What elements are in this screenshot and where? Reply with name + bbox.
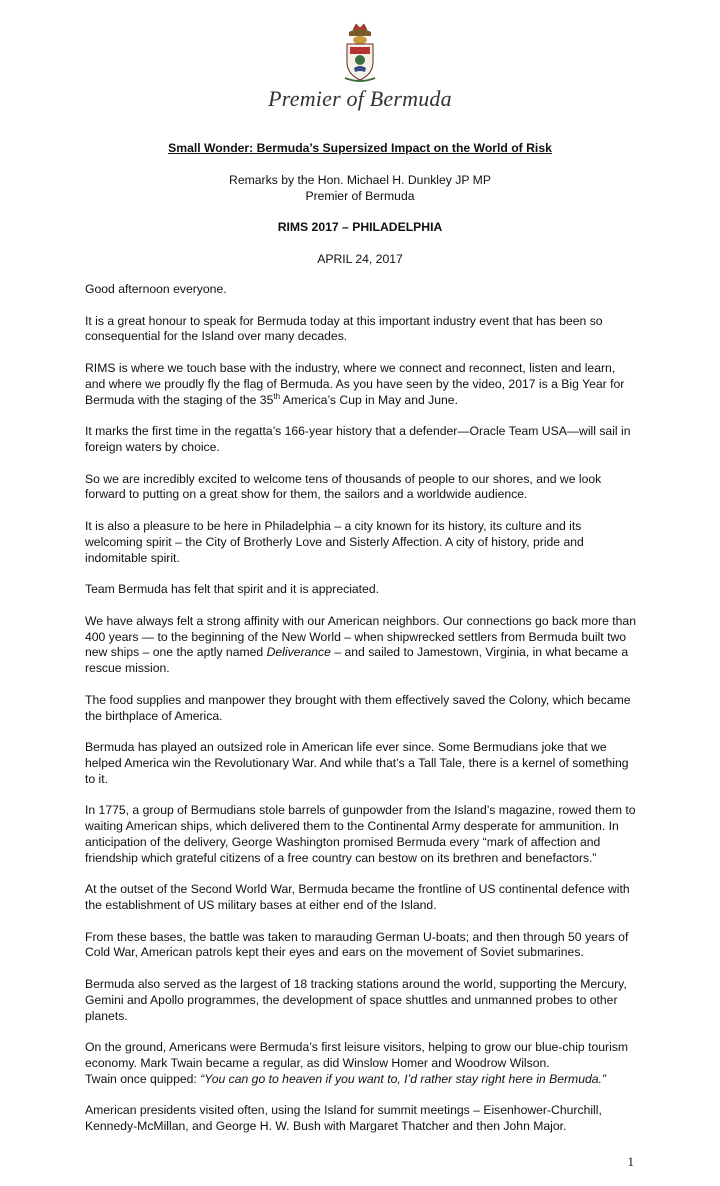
- paragraph: American presidents visited often, using the Island for summit meetings – Eisenhower-Churchill, Kennedy-McMillan, and George H. W. Bush with Margaret Thatcher and then John Major.: [85, 1103, 602, 1134]
- speaker-line: [0, 172, 720, 204]
- page-number: 1: [627, 1154, 634, 1169]
- paragraph: So we are incredibly excited to welcome tens of thousands of people to our shores, and we look forward to putting on a great show for them, the sailors and a worldwide audience.: [85, 471, 602, 502]
- ordinal-suffix: th: [273, 391, 281, 401]
- paragraph: RIMS is where we touch base with the industry, where we connect and reconnect, listen and learn, and where we proudly fly the flag of Bermuda. As you have seen by the video, 2017 is a Big Year for Bermuda with the staging of the 35th America’s Cup in May and June.: [85, 360, 625, 407]
- paragraph: Bermuda has played an outsized role in American life ever since. Some Bermudians joke that we helped America win the Revolutionary War. And while that’s a Tall Tale, there is a kernel of something to it.: [85, 740, 629, 786]
- paragraph: It is a great honour to speak for Bermuda today at this important industry event that has been so consequential for the Island over many decades.: [85, 313, 603, 344]
- paragraph: We have always felt a strong affinity with our American neighbors. Our connections go back more than 400 years — to the beginning of the New World – when shipwrecked settlers from Bermuda built two new ships – one the aptly named Deliverance – and sailed to Jamestown, Virginia, in what became a rescue mission.: [85, 613, 636, 676]
- speaker-role: Premier of Bermuda: [305, 189, 415, 203]
- twain-quote: “You can go to heaven if you want to, I’d rather stay right here in Bermuda.”: [200, 1071, 606, 1086]
- speech-date: APRIL 24, 2017: [317, 252, 403, 266]
- paragraph: It is also a pleasure to be here in Philadelphia – a city known for its history, its culture and its welcoming spirit – the City of Brotherly Love and Sisterly Affection. A city of history, pride and indomitable spirit.: [85, 518, 584, 565]
- ship-name: Deliverance: [266, 645, 331, 660]
- paragraph: On the ground, Americans were Bermuda’s first leisure visitors, helping to grow our blue-chip tourism economy. Mark Twain became a regular, as did Winslow Homer and Woodrow Wilson. Twain once quipped: “You can go to heaven if you want to, I’d rather stay right here in Bermuda.”: [85, 1040, 629, 1086]
- speech-title: Small Wonder: Bermuda’s Supersized Impact on the World of Risk: [168, 141, 552, 155]
- paragraph: At the outset of the Second World War, Bermuda became the frontline of US continental defence with the establishment of US military bases at either end of the Island.: [85, 882, 630, 913]
- letterhead-title: Premier of Bermuda: [268, 86, 452, 111]
- paragraph: Bermuda also served as the largest of 18 tracking stations around the world, supporting the Mercury, Gemini and Apollo programmes, the development of space shuttles and unmanned probes to other planets.: [85, 977, 627, 1023]
- paragraph: From these bases, the battle was taken to marauding German U-boats; and then through 50 years of Cold War, American patrols kept their eyes and ears on the movement of Soviet submarines.: [85, 929, 629, 960]
- bermuda-coat-of-arms-icon: [341, 22, 379, 84]
- paragraph: It marks the first time in the regatta’s 166-year history that a defender—Oracle Team USA—will sail in foreign waters by choice.: [85, 424, 631, 454]
- paragraph: Team Bermuda has felt that spirit and it is appreciated.: [85, 582, 380, 597]
- event-name: RIMS 2017 – PHILADELPHIA: [277, 220, 443, 234]
- paragraph: In 1775, a group of Bermudians stole barrels of gunpowder from the Island’s magazine, rowed them to waiting American ships, which delivered them to the Continental Army desperate for ammunition. In anticipation of the delivery, George Washington promised Bermuda every “mark of affection and friendship which grateful citizens of a free country can bestow on its brethren and benefactors.”: [85, 803, 636, 865]
- paragraph: Good afternoon everyone.: [85, 282, 227, 296]
- speaker-name: Remarks by the Hon. Michael H. Dunkley JP MP: [229, 173, 491, 187]
- speech-body: [85, 282, 637, 1151]
- paragraph: The food supplies and manpower they brought with them effectively saved the Colony, which became the birthplace of America.: [85, 692, 631, 723]
